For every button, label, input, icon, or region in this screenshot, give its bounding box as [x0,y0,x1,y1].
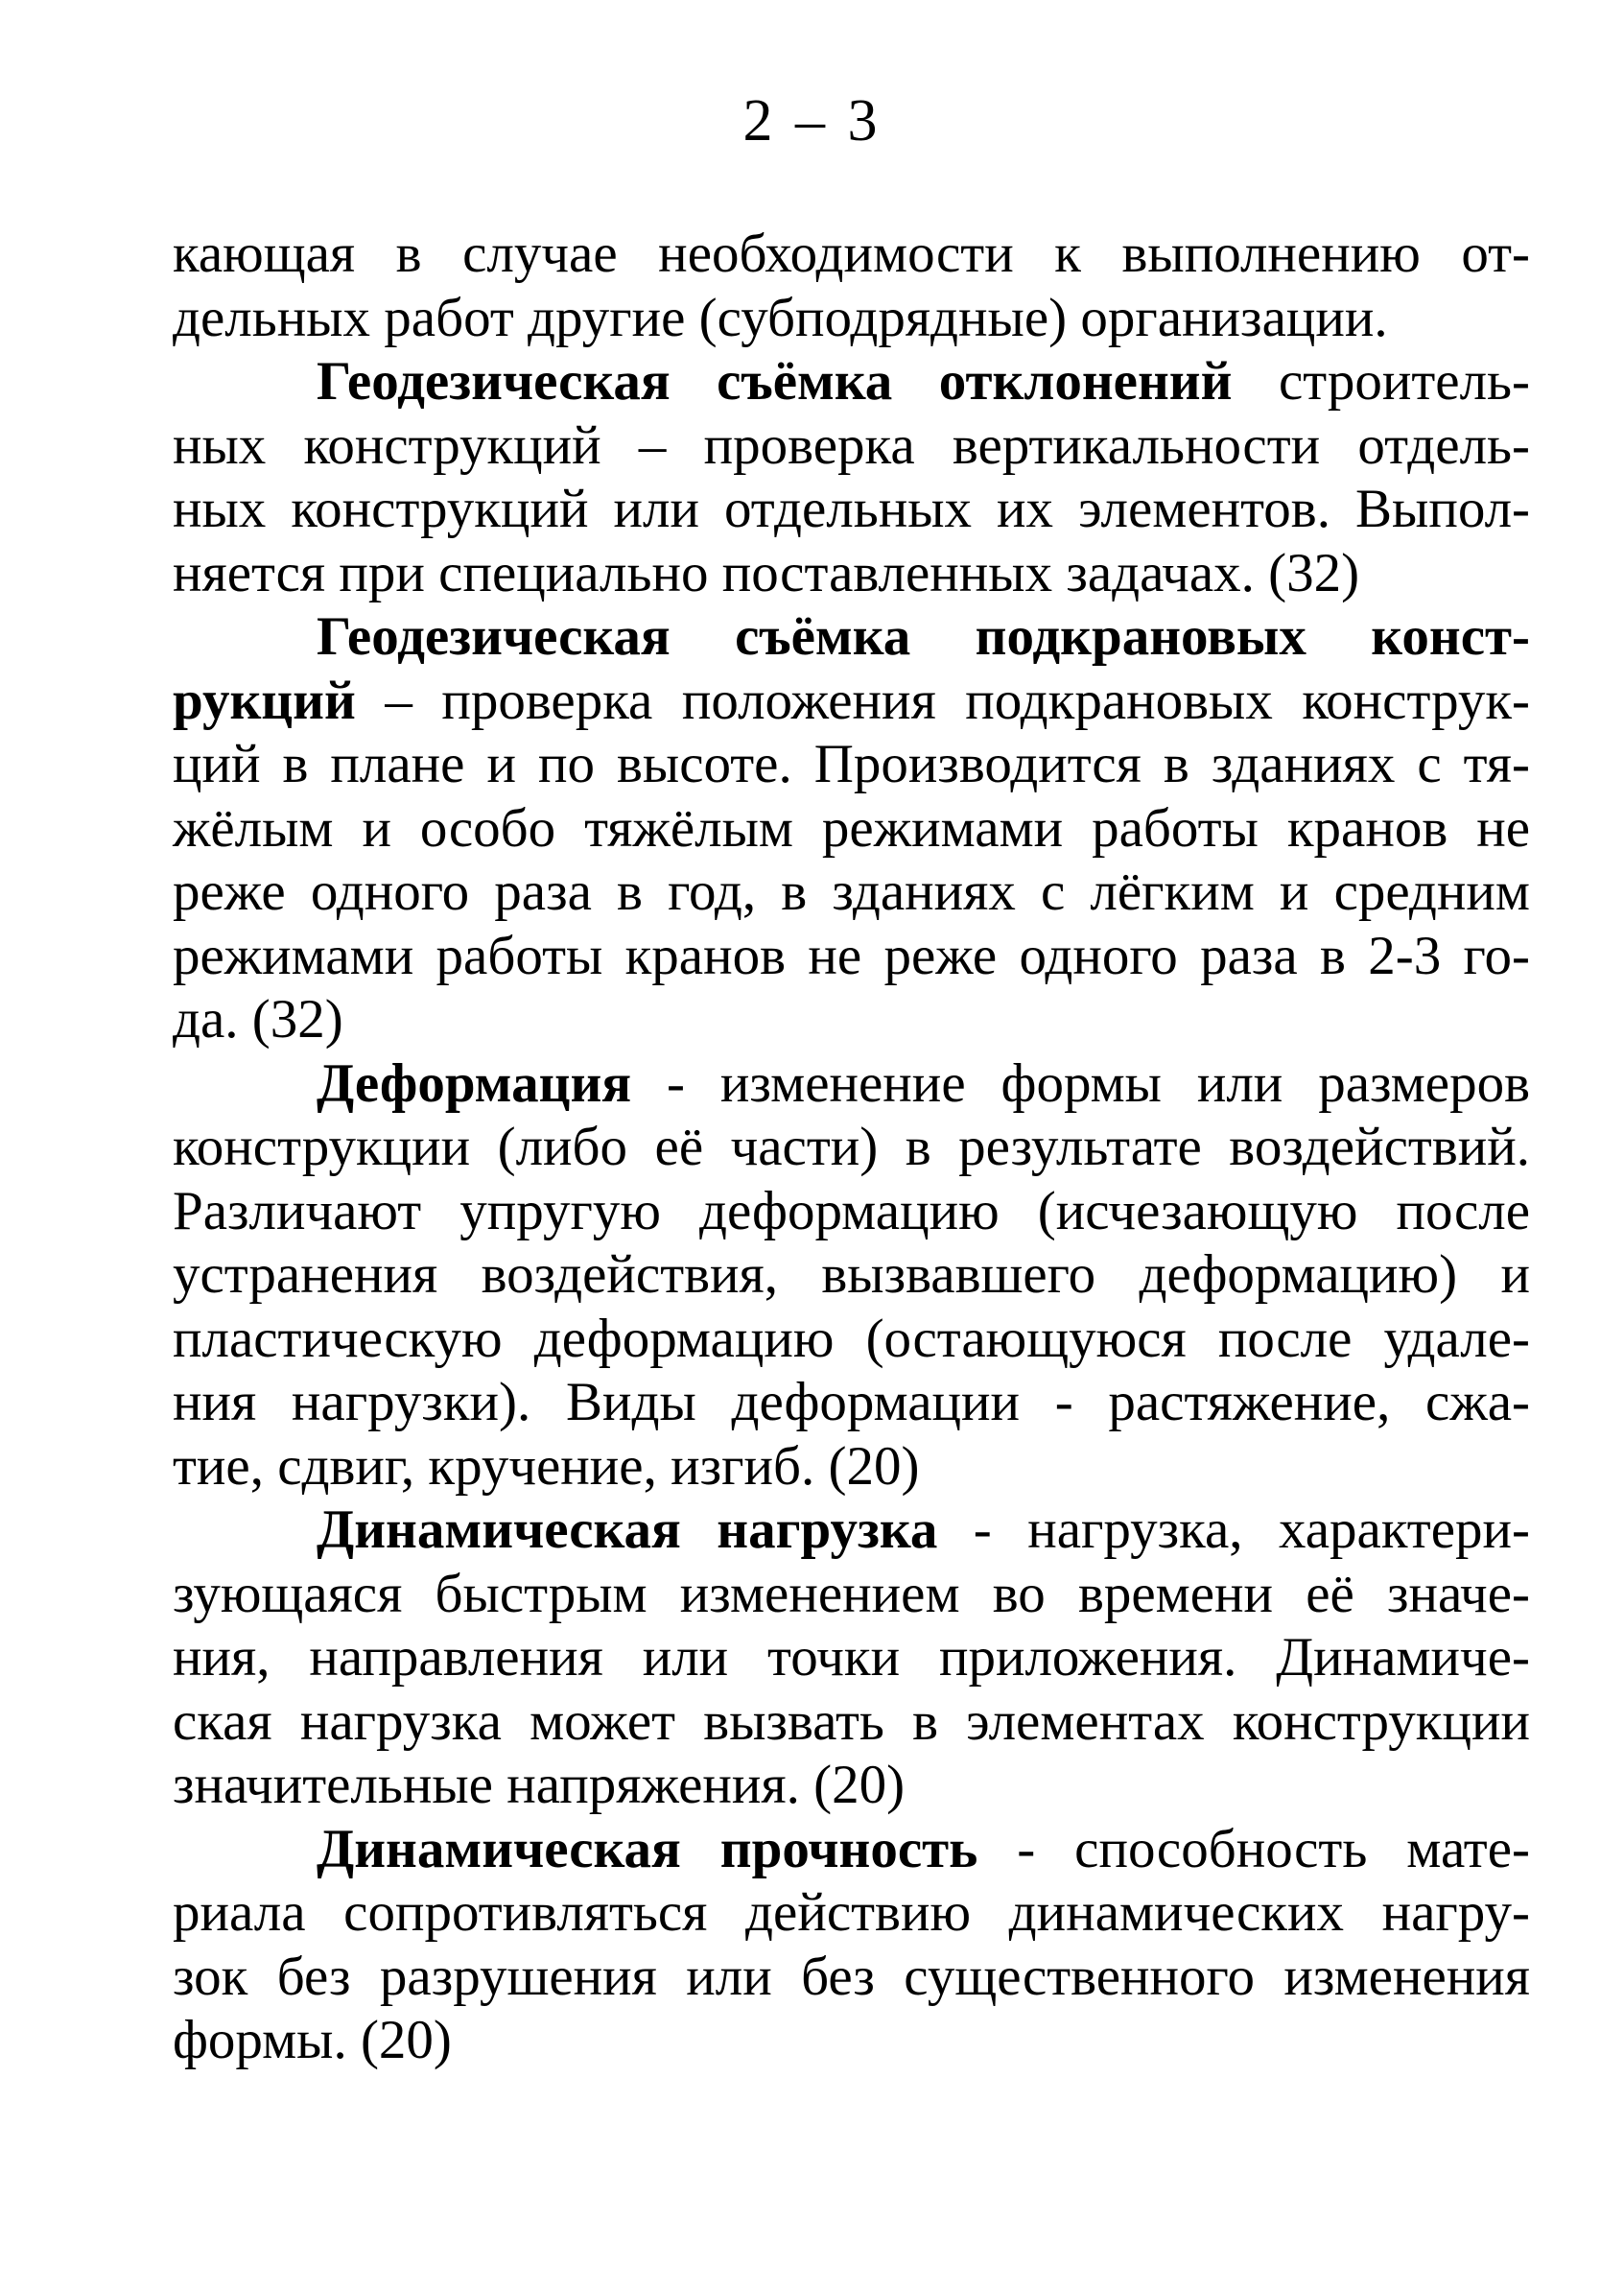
definition-text: няется при специально поставленных задачах. (32) [173,542,1360,603]
definition-text: зующаяся быстрым изменением во времени её значе- [173,1563,1530,1624]
defined-term: Динамическая нагрузка [317,1499,938,1560]
definition-text: ных конструкций или отдельных их элементов. Выпол- [173,479,1530,539]
text-line [173,1881,1530,1946]
definition-text: ская нагрузка может вызвать в элементах конструкции [173,1690,1530,1752]
definition-text: зок без разрушения или без существенного изменения [173,1946,1530,2007]
document-body [173,223,1530,2073]
definition-text: формы. (20) [173,2010,452,2070]
text-line [173,350,1530,414]
definition-text: ния нагрузки). Виды деформации - растяжение, сжа- [173,1372,1530,1432]
text-line [173,1754,1530,1818]
definition-text: строитель- [1232,351,1530,412]
text-line [173,1946,1530,2010]
text-line [173,1308,1530,1372]
defined-term: Геодезическая съёмка подкрановых конст- [317,606,1530,667]
definition-text: – проверка положения подкрановых конструк- [355,670,1530,731]
text-line [173,1371,1530,1435]
text-line [173,223,1530,287]
definition-text: жёлым и особо тяжёлым режимами работы кранов не [173,797,1530,859]
text-line [173,2009,1530,2073]
text-line [173,287,1530,351]
text-line [173,670,1530,734]
definition-text: ций в плане и по высоте. Производится в зданиях с тя- [173,734,1530,794]
definition-text: риала сопротивляться действию динамических нагру- [173,1882,1530,1943]
defined-term: рукций [173,670,356,731]
text-line [173,1243,1530,1308]
definition-text: - нагрузка, характери- [937,1499,1530,1560]
definition-text: дельных работ другие (субподрядные) организации. [173,287,1388,348]
definition-text: - изменение формы или размеров [631,1052,1530,1114]
definition-text: Различают упругую деформацию (исчезающую после [173,1180,1530,1241]
definition-text: пластическую деформацию (остающуюся после удале- [173,1308,1530,1369]
text-line [173,1052,1530,1117]
text-line [173,1818,1530,1882]
text-line [173,414,1530,479]
definition-text: кающая в случае необходимости к выполнению от- [173,224,1530,284]
text-line [173,1626,1530,1690]
paragraph [173,223,1530,350]
text-line [173,733,1530,797]
definition-text: ния, направления или точки приложения. Динамиче- [173,1627,1530,1688]
text-line [173,1435,1530,1499]
text-line [173,1563,1530,1627]
text-line [173,605,1530,670]
definition-text: тие, сдвиг, кручение, изгиб. (20) [173,1435,920,1497]
definition-text: ных конструкций – проверка вертикальности отдель- [173,414,1530,476]
paragraph [173,1499,1530,1818]
paragraph [173,350,1530,605]
definition-text: реже одного раза в год, в зданиях с лёгким и средним [173,862,1530,922]
definition-text: да. (32) [173,989,343,1050]
defined-term: Геодезическая съёмка отклонений [317,351,1233,412]
text-line [173,797,1530,862]
paragraph [173,1052,1530,1499]
definition-text: режимами работы кранов не реже одного раза в 2-3 го- [173,925,1530,986]
text-line [173,1499,1530,1563]
text-line [173,478,1530,542]
definition-text: значительные напряжения. (20) [173,1755,906,1815]
text-line [173,861,1530,925]
paragraph [173,1818,1530,2073]
text-line [173,925,1530,989]
text-line [173,1116,1530,1180]
definition-text: - способность мате- [977,1818,1530,1879]
defined-term: Деформация [317,1052,632,1114]
defined-term: Динамическая прочность [317,1818,978,1879]
definition-text: устранения воздействия, вызвавшего деформацию) и [173,1244,1530,1305]
page-number: 2 – 3 [742,88,882,153]
text-line [173,1180,1530,1244]
text-line [173,1690,1530,1755]
text-line [173,542,1530,606]
paragraph [173,605,1530,1052]
text-line [173,988,1530,1052]
definition-text: конструкции (либо её части) в результате воздействий. [173,1117,1530,1177]
